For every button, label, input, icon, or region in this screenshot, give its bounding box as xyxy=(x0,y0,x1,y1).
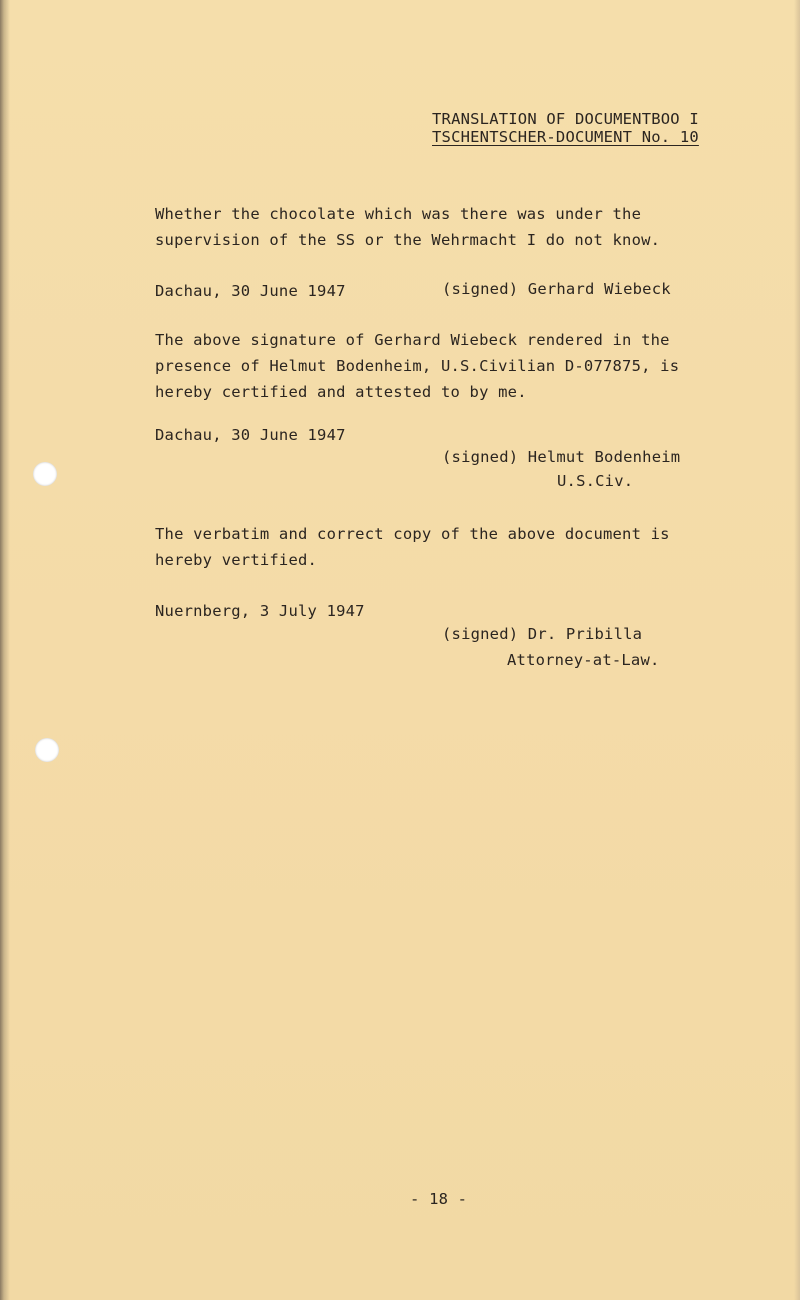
page-left-edge xyxy=(0,0,10,1300)
punch-hole-upper xyxy=(33,462,57,486)
certification1-line1: The above signature of Gerhard Wiebeck rendered in the xyxy=(155,331,670,349)
dateline3-title: Attorney-at-Law. xyxy=(507,651,660,669)
dateline3-date: Nuernberg, 3 July 1947 xyxy=(155,602,365,620)
punch-hole-lower xyxy=(35,738,59,762)
header-translation-line: TRANSLATION OF DOCUMENTBOO I xyxy=(432,110,699,128)
certification2-line2: hereby vertified. xyxy=(155,551,318,569)
paragraph1-line1: Whether the chocolate which was there was under the xyxy=(155,205,642,223)
paragraph1-line2: supervision of the SS or the Wehrmacht I do not know. xyxy=(155,231,661,249)
dateline1-signature: (signed) Gerhard Wiebeck xyxy=(442,280,671,298)
dateline1-date: Dachau, 30 June 1947 xyxy=(155,282,346,300)
header-document-number: TSCHENTSCHER-DOCUMENT No. 10 xyxy=(432,128,699,146)
page-number: - 18 - xyxy=(410,1190,468,1208)
page-right-edge xyxy=(794,0,800,1300)
certification2-line1: The verbatim and correct copy of the above document is xyxy=(155,525,670,543)
certification1-line3: hereby certified and attested to by me. xyxy=(155,383,527,401)
dateline2-date: Dachau, 30 June 1947 xyxy=(155,426,346,444)
dateline3-signature: (signed) Dr. Pribilla xyxy=(442,625,643,643)
dateline2-signature: (signed) Helmut Bodenheim xyxy=(442,448,681,466)
certification1-line2: presence of Helmut Bodenheim, U.S.Civilian D-077875, is xyxy=(155,357,680,375)
dateline2-title: U.S.Civ. xyxy=(557,472,634,490)
